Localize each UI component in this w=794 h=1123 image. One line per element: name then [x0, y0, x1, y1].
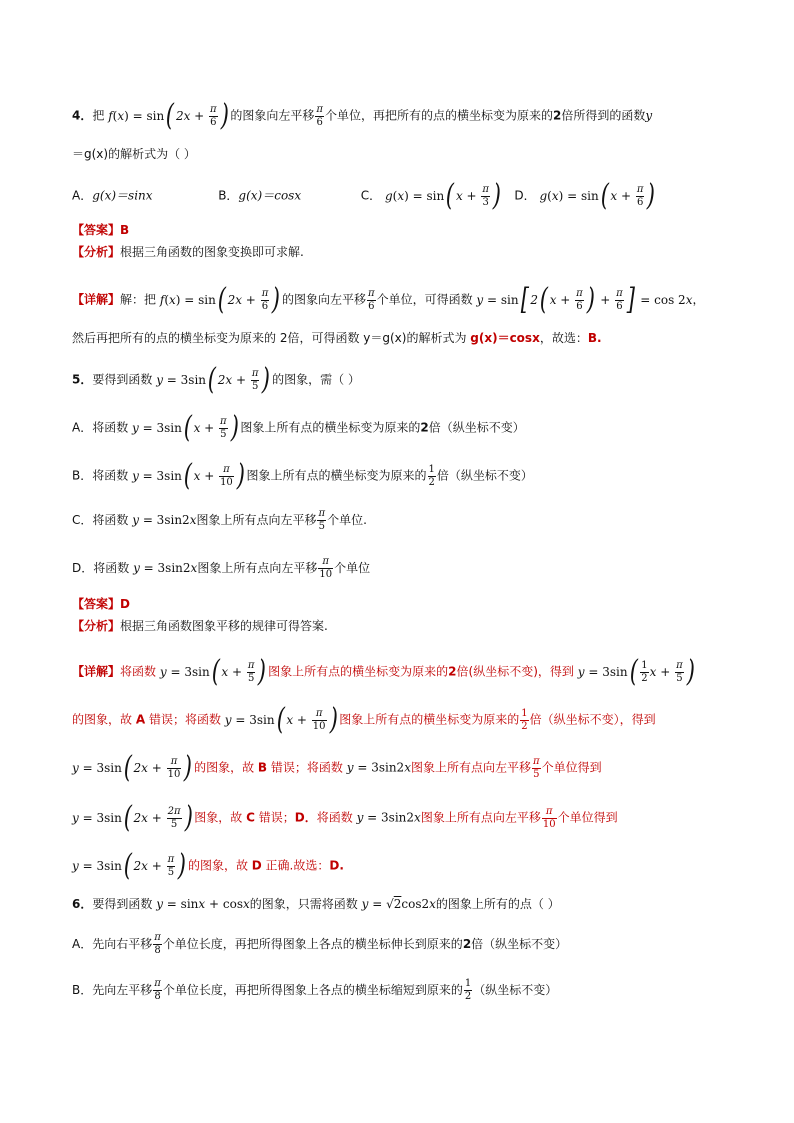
text: 个单位得到	[541, 760, 602, 775]
analysis-tag: 【分析】	[72, 245, 121, 259]
formula: y = sinx + cosx	[156, 897, 250, 911]
text: 倍（纵坐标不变），得到	[529, 712, 656, 727]
text: 倍所得到的函数	[561, 108, 646, 123]
text: 的图象，只需将函数	[249, 897, 358, 911]
q5-answer: 【答案】D	[72, 597, 130, 611]
text: C	[246, 810, 255, 825]
q5-stem	[72, 362, 360, 397]
q5-option-c	[72, 508, 367, 533]
q5-detail-line5	[72, 848, 344, 883]
text: 图象上所有点的横坐标变为原来的	[339, 712, 520, 727]
text: 的图象，需（ ）	[272, 372, 360, 387]
frac-pi-8: $\frac{\pi}{8}$	[154, 932, 161, 956]
formula: y = 3sin2x	[356, 810, 421, 825]
q6-option-a	[72, 932, 567, 957]
text: 解：把	[120, 292, 157, 307]
q4-analysis	[72, 242, 304, 262]
option-label: B．	[218, 188, 239, 203]
text: 图象上所有点的横坐标变为原来的	[246, 468, 427, 483]
text: 的图象，故	[187, 858, 252, 873]
text: 个单位长度，再把所得图象上各点的横坐标缩短到原来的	[162, 983, 463, 997]
option-label: D．	[514, 188, 536, 203]
frac-pi-10: $\frac{\pi}{10}$	[319, 556, 333, 580]
option-b: g(x)＝cosx	[238, 188, 302, 203]
text: 的图象上所有的点（ ）	[435, 897, 560, 911]
q4-answer: 【答案】B	[72, 223, 130, 237]
option-c: g(x) = sin( x + $\frac{\pi}{3}$ )	[384, 178, 501, 213]
q5-detail-line4	[72, 800, 618, 835]
text: 倍(纵坐标不变)，得到	[456, 664, 574, 679]
formula: y = 3sin2x	[133, 561, 198, 575]
text: 错误；将函数	[145, 712, 221, 727]
detail-tag: 【详解】	[72, 292, 121, 307]
q4-detail-line2	[72, 328, 602, 348]
text: A．先向右平移	[72, 937, 153, 951]
q5-option-d	[72, 556, 370, 581]
q6-stem	[72, 894, 560, 914]
text: D．将函数	[72, 561, 130, 575]
text: 的图象向左平移	[230, 108, 315, 123]
formula-f: f(x) = sin( 2x + $\frac{\pi}{6}$ )	[108, 98, 229, 133]
text: 的图象，故	[194, 760, 258, 775]
text: 图象上所有点向左平移	[410, 760, 531, 775]
formula: y = 3sin( 2x + $\frac{\pi}{10}$ )	[72, 750, 193, 785]
q4-stem-line1	[72, 98, 653, 133]
question-number: 6．	[72, 897, 93, 911]
text: 图象上所有点向左平移	[196, 513, 317, 527]
text: D．	[294, 810, 317, 825]
var-y: y	[645, 108, 653, 123]
frac-1-2: $\frac{1}{2}$	[521, 707, 528, 732]
q4-options	[72, 178, 657, 213]
formula: y = 3sin( x + $\frac{\pi}{5}$ )	[159, 654, 267, 689]
text: 倍（纵坐标不变）	[428, 420, 525, 435]
text: 个单位.	[327, 513, 367, 527]
text: 个单位	[334, 561, 371, 575]
text: 图象上所有点向左平移	[197, 561, 318, 575]
text: 将函数	[316, 810, 353, 825]
q5-option-a	[72, 410, 525, 445]
option-d: g(x) = sin( x + $\frac{\pi}{6}$ )	[539, 178, 656, 213]
formula: y = 3sin( 2x + $\frac{2\pi}{5}$ )	[72, 800, 193, 835]
q4-detail-line1	[72, 282, 705, 317]
text: 错误；将函数	[267, 760, 343, 775]
option-label: A．	[72, 188, 93, 203]
frac-pi-5: $\frac{\pi}{5}$	[533, 755, 540, 780]
q5-detail-line3	[72, 750, 602, 785]
q4-stem-line2: ＝g(x)的解析式为（ ）	[72, 147, 196, 161]
text: ，	[692, 292, 705, 307]
text: 图象上所有点的横坐标变为原来的	[268, 664, 449, 679]
option-label: C．	[360, 188, 382, 203]
formula: y = √2cos2x	[361, 897, 436, 911]
text: 然后再把所有的点的横坐标变为原来的 2倍，可得函数 y＝g(x)的解析式为	[72, 331, 471, 345]
text: 正确.故选：	[261, 858, 330, 873]
option-a: g(x)＝sinx	[92, 188, 153, 203]
text: D	[251, 858, 262, 873]
result: g(x)＝cosx	[470, 331, 540, 345]
q5-detail-line2	[72, 702, 656, 737]
text: 个单位长度，再把所得图象上各点的横坐标伸长到原来的	[162, 937, 463, 951]
text: B	[257, 760, 268, 775]
text: 个单位，可得函数	[376, 292, 473, 307]
text: 图象上所有点向左平移	[420, 810, 541, 825]
frac-pi-8: $\frac{\pi}{8}$	[154, 978, 161, 1002]
text: 的图象向左平移	[281, 292, 366, 307]
question-number: 4．	[72, 108, 93, 123]
text: A．将函数	[72, 420, 129, 435]
text: 根据三角函数图象平移的规律可得答案.	[120, 619, 328, 633]
detail-tag: 【详解】	[72, 664, 121, 679]
formula: y = 3sin2x	[132, 513, 197, 527]
q5-option-b	[72, 458, 533, 493]
text: ，故选：	[539, 331, 588, 345]
frac-1-2: $\frac{1}{2}$	[464, 978, 472, 1002]
text: 根据三角函数的图象变换即可求解.	[120, 245, 304, 259]
text: A	[135, 712, 146, 727]
text: C．将函数	[72, 513, 129, 527]
choice: B.	[587, 331, 602, 345]
formula-f: f(x) = sin( 2x + $\frac{\pi}{6}$ )	[159, 282, 281, 317]
formula: y = 3sin( 2x + $\frac{\pi}{5}$ )	[72, 848, 187, 883]
text: 倍（纵坐标不变）	[436, 468, 533, 483]
text: 要得到函数	[92, 372, 153, 387]
text: 错误；	[254, 810, 295, 825]
frac-pi-10: $\frac{\pi}{10}$	[542, 805, 556, 830]
text: B．将函数	[72, 468, 129, 483]
text: D.	[329, 858, 344, 873]
text: 将函数	[120, 664, 157, 679]
formula-target: y = 3sin( 2x + $\frac{\pi}{5}$ )	[156, 362, 271, 397]
q6-option-b	[72, 978, 557, 1003]
formula: y = 3sin( x + $\frac{\pi}{5}$ )	[132, 410, 239, 445]
text: B．先向左平移	[72, 983, 153, 997]
frac-pi-5: $\frac{\pi}{5}$	[318, 508, 326, 532]
text: 个单位，再把所有的点的横坐标变为原来的	[324, 108, 553, 123]
formula: y = 3sin( $\frac{1}{2}$ x + $\frac{\pi}{5}$ )	[577, 654, 695, 689]
text: 个单位得到	[557, 810, 618, 825]
q5-detail-line1	[72, 654, 696, 689]
text: 的图象，故	[72, 712, 136, 727]
frac-1-2: $\frac{1}{2}$	[428, 463, 435, 488]
frac-pi-6: $\frac{\pi}{6}$	[316, 103, 323, 128]
text: 图象上所有点的横坐标变为原来的	[240, 420, 421, 435]
analysis-tag: 【分析】	[72, 619, 121, 633]
q5-analysis	[72, 616, 328, 636]
formula: y = 3sin( x + $\frac{\pi}{10}$ )	[132, 458, 245, 493]
text: 2	[552, 108, 562, 123]
text: 把	[92, 108, 105, 123]
text: （纵坐标不变）	[473, 983, 558, 997]
formula: y = 3sin2x	[346, 760, 411, 775]
formula: y = 3sin( x + $\frac{\pi}{10}$ )	[224, 702, 338, 737]
text: 图象，故	[194, 810, 247, 825]
text: 2	[462, 937, 472, 951]
text: 2	[448, 664, 457, 679]
text: 2	[420, 420, 429, 435]
question-number: 5．	[72, 372, 93, 387]
text: 要得到函数	[92, 897, 153, 911]
frac-pi-6: $\frac{\pi}{6}$	[368, 287, 375, 312]
text: 倍（纵坐标不变）	[471, 937, 568, 951]
formula-transformed: y = sin[ 2( x + $\frac{\pi}{6}$ ) + $\frac{\pi}{6}$ ] = cos 2x	[476, 282, 693, 317]
